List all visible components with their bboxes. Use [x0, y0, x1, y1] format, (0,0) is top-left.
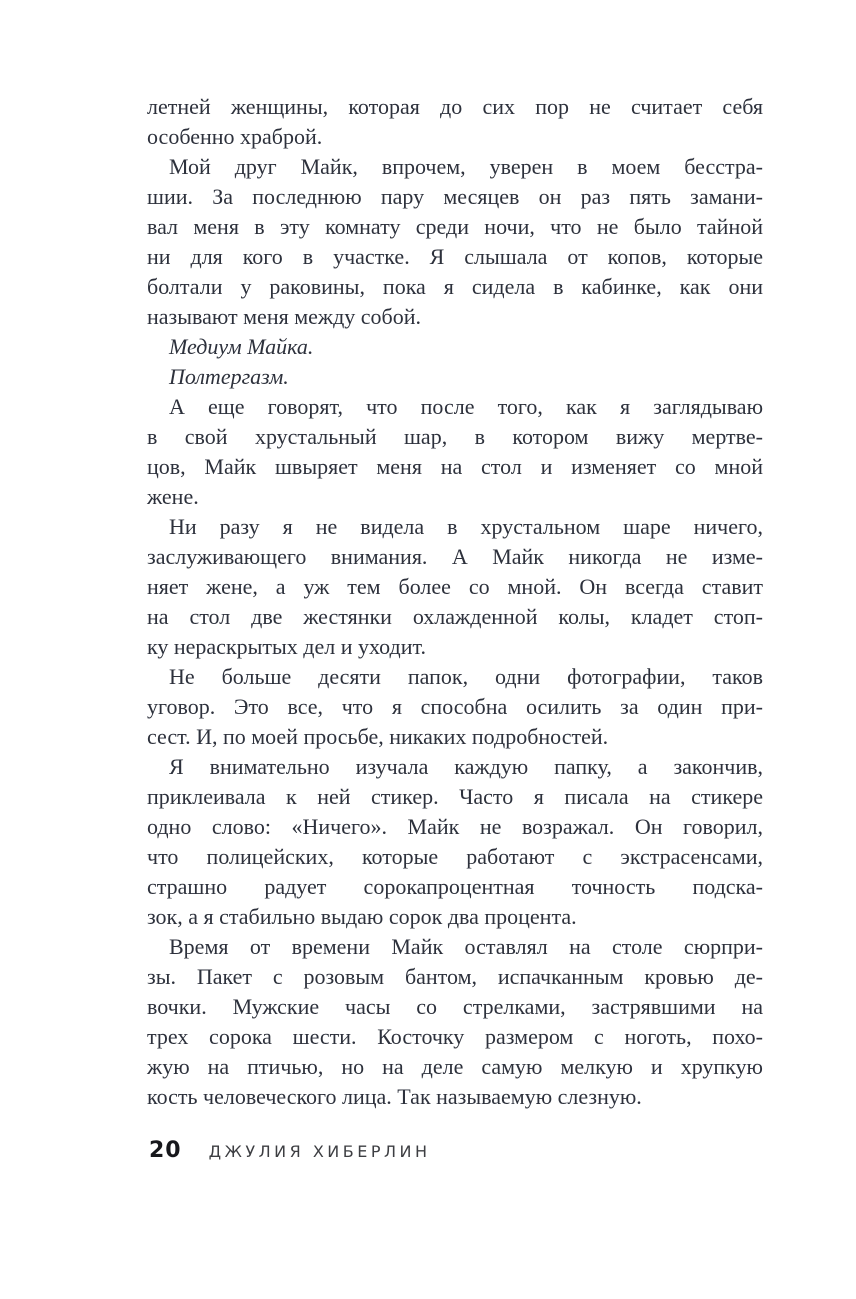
text-line: Время от времени Майк оставлял на столе сюрпри-: [169, 934, 763, 959]
text-line: Не больше десяти папок, одни фотографии, таков: [169, 664, 763, 689]
text-line: заслуживающего внимания. А Майк никогда не изме-: [147, 544, 763, 569]
text-line: ни для кого в участке. Я слышала от копов, которые: [147, 244, 763, 269]
text-line: жую на птичью, но на деле самую мелкую и хрупкую: [147, 1054, 763, 1079]
text-line: Мой друг Майк, впрочем, уверен в моем бесстра-: [169, 154, 763, 179]
text-line: шии. За последнюю пару месяцев он раз пять замани-: [147, 184, 763, 209]
text-line: трех сорока шести. Косточку размером с ноготь, похо-: [147, 1024, 763, 1049]
text-line: кость человеческого лица. Так называемую слезную.: [147, 1084, 642, 1109]
text-line: болтали у раковины, пока я сидела в кабинке, как они: [147, 274, 763, 299]
text-line: что полицейских, которые работают с экстрасенсами,: [147, 844, 763, 869]
page-number: 20: [149, 1138, 182, 1163]
text-line: няет жене, а уж тем более со мной. Он всегда ставит: [147, 574, 763, 599]
paragraph: [147, 92, 763, 152]
paragraph: [147, 392, 763, 512]
paragraph: [147, 932, 763, 1112]
text-line: в свой хрустальный шар, в котором вижу мертве-: [147, 424, 763, 449]
page-text-block: [147, 92, 763, 1112]
text-line: А еще говорят, что после того, как я заглядываю: [169, 394, 763, 419]
text-line: Полтергазм.: [169, 364, 289, 389]
text-line: зы. Пакет с розовым бантом, испачканным кровью де-: [147, 964, 763, 989]
text-line: вал меня в эту комнату среди ночи, что не было тайной: [147, 214, 763, 239]
text-line: ку нераскрытых дел и уходит.: [147, 634, 426, 659]
text-line: летней женщины, которая до сих пор не считает себя: [147, 94, 763, 119]
text-line: зок, а я стабильно выдаю сорок два процента.: [147, 904, 577, 929]
text-line: уговор. Это все, что я способна осилить за один при-: [147, 694, 763, 719]
paragraph: [147, 752, 763, 932]
running-title-author: ДЖУЛИЯ ХИБЕРЛИН: [208, 1142, 431, 1161]
text-line: сест. И, по моей просьбе, никаких подробностей.: [147, 724, 609, 749]
text-line: на стол две жестянки охлажденной колы, кладет стоп-: [147, 604, 763, 629]
text-line: особенно храброй.: [147, 124, 323, 149]
text-line: страшно радует сорокапроцентная точность подска-: [147, 874, 763, 899]
text-line: цов, Майк швыряет меня на стол и изменяет со мной: [147, 454, 763, 479]
text-line: вочки. Мужские часы со стрелками, застрявшими на: [147, 994, 763, 1019]
text-line: называют меня между собой.: [147, 304, 422, 329]
text-line: одно слово: «Ничего». Майк не возражал. Он говорил,: [147, 814, 763, 839]
text-line: жене.: [147, 484, 199, 509]
text-line: Ни разу я не видела в хрустальном шаре ничего,: [169, 514, 763, 539]
page-footer: [149, 1138, 431, 1163]
text-line: Медиум Майка.: [169, 334, 314, 359]
paragraph: [147, 152, 763, 332]
paragraph: [147, 662, 763, 752]
paragraph: [147, 362, 763, 392]
paragraph: [147, 332, 763, 362]
text-line: Я внимательно изучала каждую папку, а закончив,: [169, 754, 763, 779]
text-line: приклеивала к ней стикер. Часто я писала на стикере: [147, 784, 763, 809]
paragraph: [147, 512, 763, 662]
